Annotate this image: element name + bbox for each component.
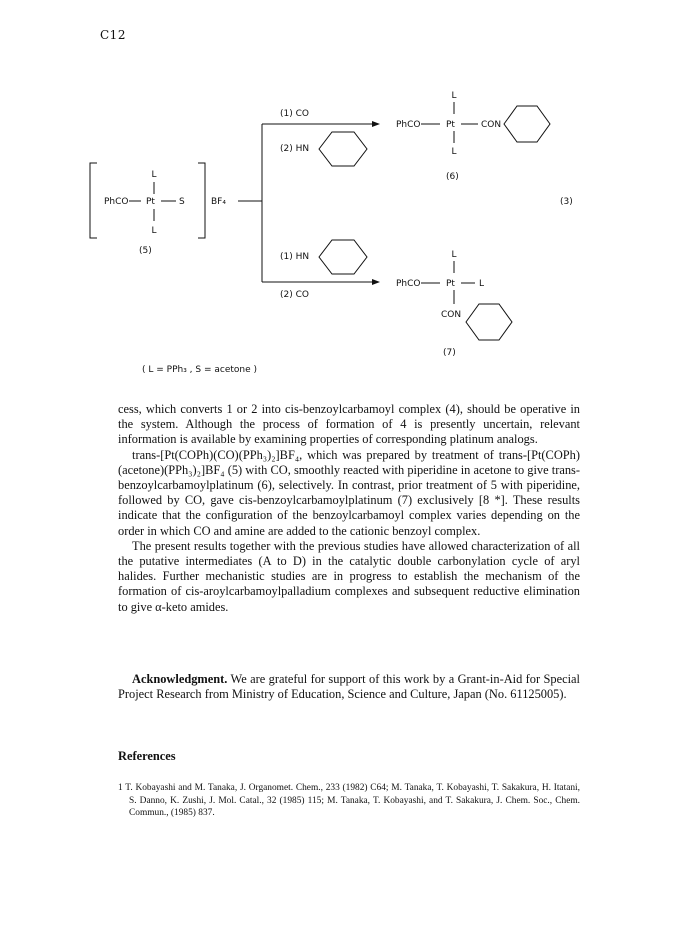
upper-step-1: (1) CO — [280, 109, 309, 119]
upper-step-2: (2) HN — [280, 144, 310, 154]
product6-benzoyl: PhCO — [396, 120, 421, 130]
product-7 — [396, 250, 512, 358]
scheme-definitions: ( L = PPh₃ , S = acetone ) — [142, 365, 258, 375]
compound-label-5: (5) — [139, 246, 152, 256]
product-6 — [396, 91, 550, 182]
upper-arrowhead — [372, 121, 380, 127]
references-heading: References — [118, 749, 176, 763]
right-bracket — [198, 163, 205, 238]
piperidine-ring-upper — [319, 132, 367, 166]
product7-benzoyl: PhCO — [396, 279, 421, 289]
ligand-L-top: L — [151, 170, 157, 180]
piperidine-ring-product7 — [466, 304, 512, 340]
product7-platinum: Pt — [446, 279, 455, 289]
page-number: C12 — [100, 28, 126, 42]
acknowledgment-heading: Acknowledgment. — [132, 672, 228, 686]
lower-arrowhead — [372, 279, 380, 285]
acknowledgment-text: We are grateful for support of this work by a Grant-in-Aid for Special Project Research from Ministry of Education, Science and Culture, Japan (No. 61125005). — [118, 672, 580, 702]
product6-carbamoyl: CON — [481, 120, 502, 130]
product6-platinum: Pt — [446, 120, 455, 130]
paragraph-2: trans-[Pt(COPh)(CO)(PPh₃)₂]BF₄, which was prepared by treatment of trans-[Pt(COPh)(acetone)(PPh₃)₂]BF₄ (5) with CO, smoothly reacted with piperidine in acetone to give trans-benzoylcarbamoylplatinum (6), selectively. In contrast, prior treatment of 5 with piperidine, followed by CO, gave cis-benzoylcarbamoylplatinum (7) exclusively [8 *]. These results indicate that the configuration of the benzoylcarbamoyl complex varies depending on the order in which CO and amine are added to the cationic benzoyl complex. — [118, 447, 580, 538]
cationic-complex-5 — [90, 163, 226, 256]
solvent-label: S — [179, 197, 185, 207]
paragraph-1: cess, which converts 1 or 2 into cis-benzoylcarbamoyl complex (4), should be operative in the system. Although the process of formation of 4 is presently uncertain, relevant information is available by examining properties of corresponding platinum analogs. — [118, 402, 580, 447]
benzoyl-label: PhCO — [104, 197, 129, 207]
compound-label-7: (7) — [443, 348, 456, 358]
compound-label-6: (6) — [446, 172, 459, 182]
product7-L-top: L — [451, 250, 457, 260]
ligand-L-bottom: L — [151, 226, 157, 236]
left-bracket — [90, 163, 97, 238]
product6-L-top: L — [451, 91, 457, 101]
piperidine-ring-lower — [319, 240, 367, 274]
product7-carbamoyl: CON — [441, 310, 462, 320]
equation-number: (3) — [560, 197, 573, 207]
lower-step-2: (2) CO — [280, 290, 309, 300]
acknowledgment — [118, 672, 580, 702]
platinum-label: Pt — [146, 197, 155, 207]
reaction-scheme — [0, 0, 680, 390]
lower-step-1: (1) HN — [280, 252, 310, 262]
piperidine-ring-product6 — [504, 106, 550, 142]
reference-item-1: 1 T. Kobayashi and M. Tanaka, J. Organomet. Chem., 233 (1982) C64; M. Tanaka, T. Kobayashi, T. Sakakura, H. Itatani, S. Danno, K. Zushi, J. Mol. Catal., 32 (1985) 115; M. Tanaka, T. Kobayashi, and T. Sakakura, J. Chem. Soc., Chem. Commun., (1985) 837. — [118, 783, 580, 819]
body-text — [118, 402, 580, 615]
paragraph-3: The present results together with the previous studies have allowed characterization of all the putative intermediates (A to D) in the catalytic double carbonylation cycle of aryl halides. Further mechanistic studies are in progress to establish the mechanism of the formation of cis-aroylcarbamoylpalladium complexes and subsequent reductive elimination to give α-keto amides. — [118, 538, 580, 614]
product6-L-bottom: L — [451, 147, 457, 157]
product7-L-right: L — [479, 279, 485, 289]
counterion-label: BF₄ — [211, 197, 226, 207]
